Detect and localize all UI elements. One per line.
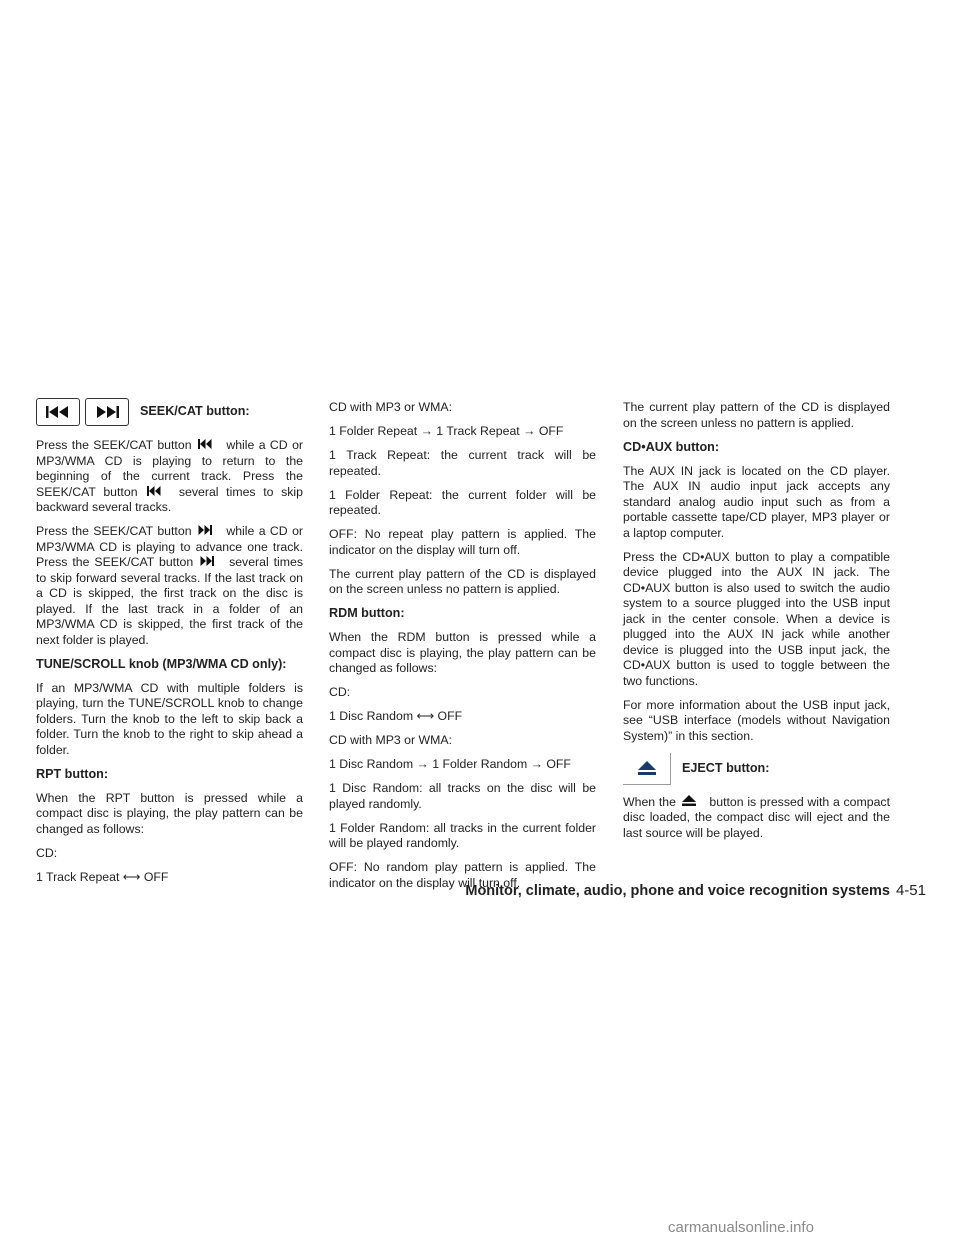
seek-back-icon	[147, 486, 161, 496]
seek-forward-icon	[200, 556, 214, 566]
eject-icon	[682, 795, 696, 806]
seek-cat-heading-row	[36, 396, 303, 428]
rdm-text: When the RDM button is pressed while a compact disc is playing, the play pattern can be changed as follows:	[329, 630, 596, 675]
seek-back-icon	[198, 439, 212, 449]
folder-repeat-text: 1 Folder Repeat: the current folder will be repeated.	[329, 487, 596, 517]
column-left	[36, 396, 303, 894]
rdm-cd-pattern: 1 Disc Random ⟷ OFF	[329, 709, 463, 723]
rpt-text: When the RPT button is pressed while a compact disc is playing, the play pattern can be changed as follows:	[36, 790, 303, 836]
eject-text-a: When the	[623, 794, 676, 809]
seek-forward-button-graphic	[85, 398, 129, 426]
rdm-heading: RDM button:	[329, 606, 405, 620]
tune-scroll-heading: TUNE/SCROLL knob (MP3/WMA CD only):	[36, 656, 287, 671]
seek-back-icon	[45, 406, 71, 418]
page-footer	[430, 882, 926, 899]
rdm-current-text: The current play pattern of the CD is displayed on the screen unless no pattern is applied.	[623, 400, 890, 430]
seek-back-button-graphic	[36, 398, 80, 426]
eject-text-b: button is pressed with a compact disc loaded, the compact disc will eject and the last source will be played.	[623, 794, 890, 840]
rdm-cd-label: CD:	[329, 685, 351, 699]
seek-forward-text-a: Press the SEEK/CAT button	[36, 524, 192, 538]
usb-reference-text: For more information about the USB input jack, see “USB interface (models without Navigation System)” in this section.	[623, 697, 890, 743]
eject-paragraph	[623, 795, 890, 842]
tune-scroll-text: If an MP3/WMA CD with multiple folders is playing, turn the TUNE/SCROLL knob to change folders. Turn the knob to the left to skip back a folder. Turn the knob to the right to skip ahead a folder.	[36, 680, 303, 757]
cd-aux-heading: CD•AUX button:	[623, 439, 720, 454]
rdm-mp3-label: CD with MP3 or WMA:	[329, 733, 452, 747]
seek-forward-text-c: several times to skip forward several tracks. If the last track on a CD is skipped, the first track on the disc is played. If the last track in a folder of an MP3/WMA CD is skipped, the first track of the next folder is played.	[36, 555, 304, 647]
seek-cat-heading: SEEK/CAT button:	[140, 404, 250, 419]
seek-back-text-c: several times to skip backward several tracks.	[36, 484, 303, 514]
folder-random-text: 1 Folder Random: all tracks in the current folder will be played randomly.	[329, 820, 596, 850]
rpt-heading: RPT button:	[36, 766, 109, 781]
column-right	[623, 400, 890, 850]
disc-random-text: 1 Disc Random: all tracks on the disc will be played randomly.	[329, 781, 596, 811]
rpt-mp3-label: CD with MP3 or WMA:	[329, 400, 452, 414]
seek-forward-paragraph	[36, 524, 303, 648]
eject-heading-row	[623, 753, 890, 785]
seek-forward-icon	[198, 525, 212, 535]
eject-icon	[638, 761, 656, 775]
section-title: Monitor, climate, audio, phone and voice recognition systems	[465, 883, 890, 899]
watermark: carmanualsonline.info	[668, 1219, 814, 1236]
random-off-text: OFF: No random play pattern is applied. The indicator on the display will turn off.	[329, 860, 596, 890]
eject-button-graphic	[623, 753, 671, 785]
rdm-mp3-pattern: 1 Disc Random → 1 Folder Random → OFF	[329, 757, 571, 771]
rpt-mp3-pattern: 1 Folder Repeat → 1 Track Repeat → OFF	[329, 424, 564, 438]
aux-text-2: Press the CD•AUX button to play a compatible device plugged into the AUX IN jack. The CD•AUX button is also used to switch the audio system to a source plugged into the USB input jack in the center console. When a device is plugged into the AUX IN jack while another device is plugged into the USB input jack, the CD•AUX button is used to toggle between the two functions.	[623, 549, 890, 688]
seek-forward-text-b: while a CD or MP3/WMA CD is playing to advance one track. Press the SEEK/CAT button	[36, 524, 304, 569]
column-middle	[329, 400, 596, 900]
page-number: 4-51	[895, 882, 926, 899]
rpt-cd-pattern: 1 Track Repeat ⟷ OFF	[36, 869, 169, 884]
seek-back-paragraph	[36, 438, 303, 516]
seek-back-text-b: while a CD or MP3/WMA CD is playing to return to the beginning of the current track. Press the SEEK/CAT button	[36, 438, 304, 499]
repeat-current-text: The current play pattern of the CD is displayed on the screen unless no pattern is applied.	[329, 566, 596, 596]
rpt-cd-label: CD:	[36, 845, 58, 860]
aux-text-1: The AUX IN jack is located on the CD player. The AUX IN audio input jack accepts any standard analog audio input such as from a portable cassette tape/CD player, MP3 player or a laptop computer.	[623, 463, 890, 540]
track-repeat-text: 1 Track Repeat: the current track will be repeated.	[329, 448, 596, 478]
repeat-off-text: OFF: No repeat play pattern is applied. The indicator on the display will turn off.	[329, 527, 596, 557]
seek-forward-icon	[94, 406, 120, 418]
seek-back-text-a: Press the SEEK/CAT button	[36, 438, 192, 452]
eject-heading: EJECT button:	[682, 760, 770, 775]
